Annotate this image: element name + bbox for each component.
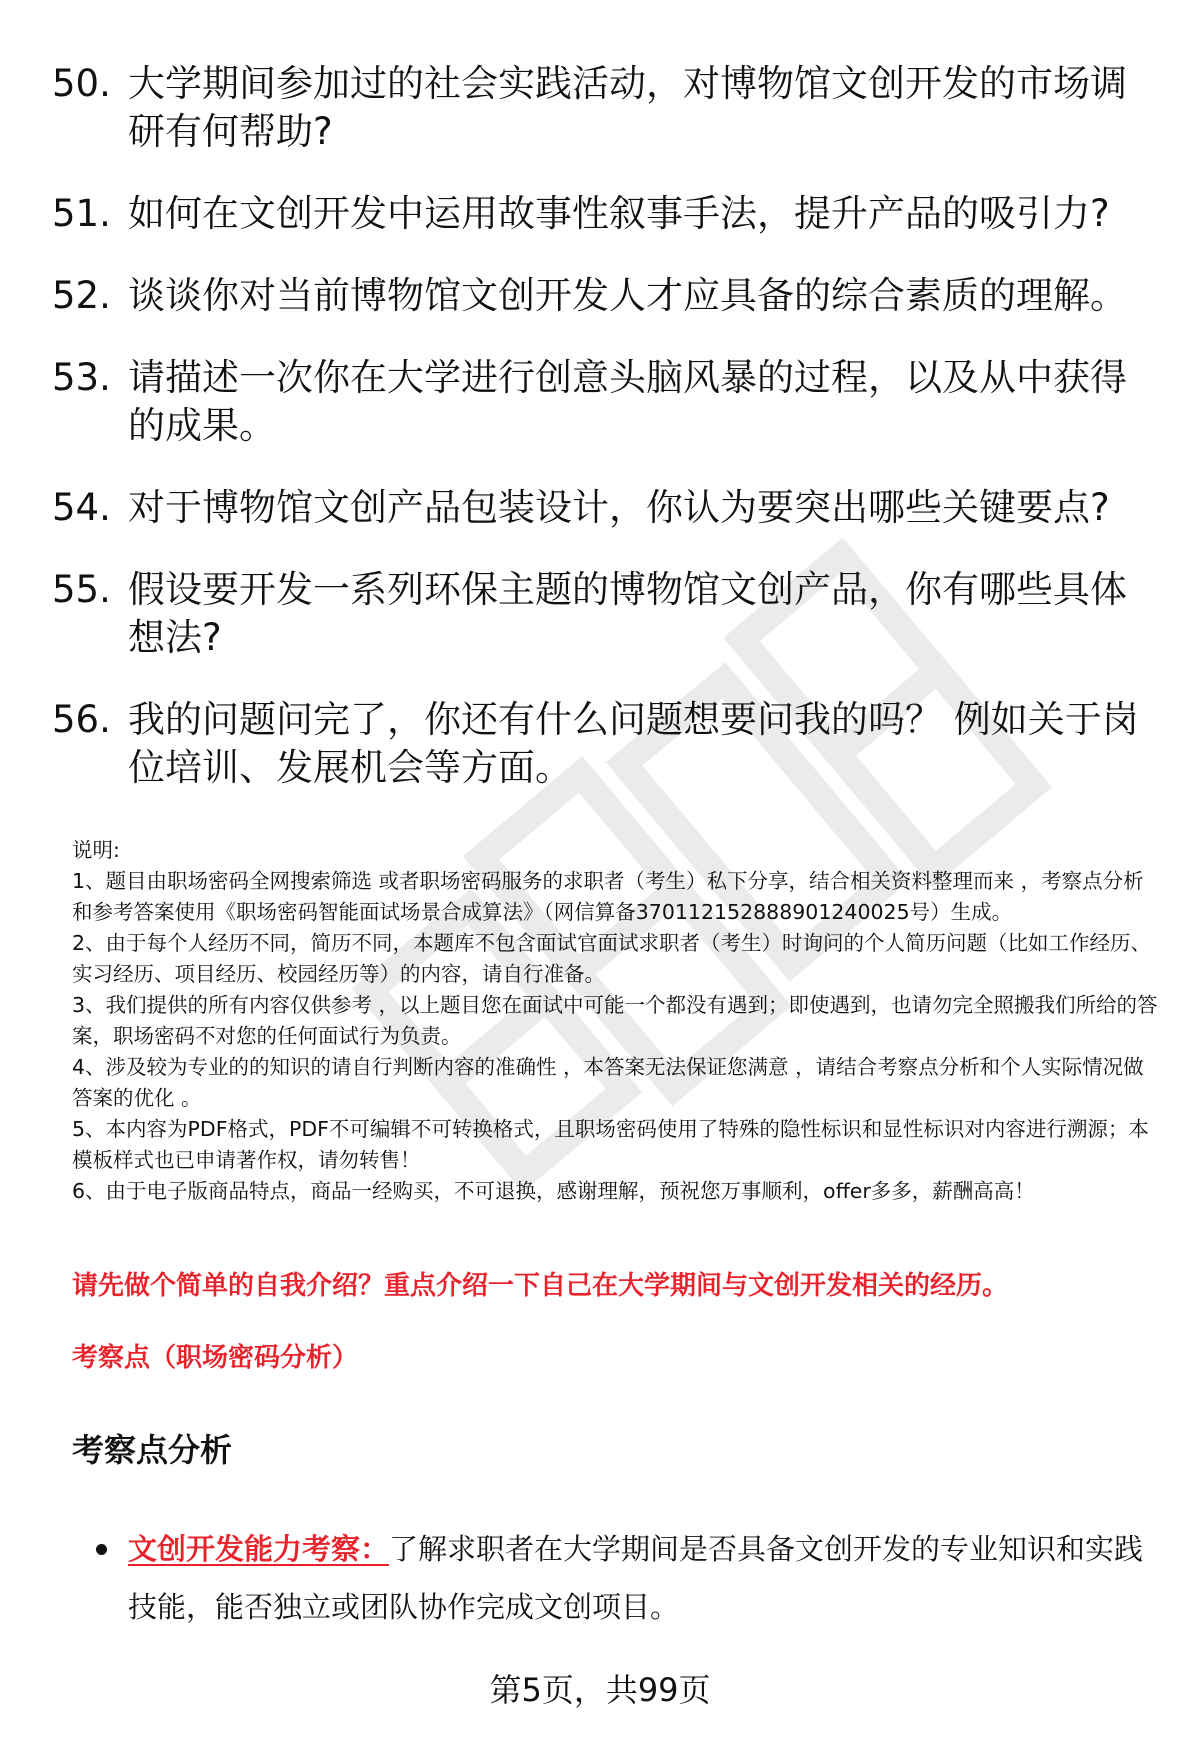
note-item: 6、由于电子版商品特点，商品一经购买，不可退换，感谢理解，预祝您万事顺利，offer多多，薪酬高高！ (72, 1179, 1035, 1203)
question-number: 51. (52, 192, 111, 235)
page-footer: 第5页，共99页 (489, 1671, 711, 1709)
analysis-subtitle: 考察点（职场密码分析） (72, 1343, 359, 1373)
question-item (52, 272, 1152, 320)
notes-title: 说明: (72, 838, 120, 862)
question-item (52, 190, 1152, 238)
question-text: 请描述一次你在大学进行创意头脑风暴的过程，以及从中获得的成果。 (128, 356, 1127, 447)
question-text: 如何在文创开发中运用故事性叙事手法，提升产品的吸引力? (128, 192, 1110, 235)
question-number: 53. (52, 356, 111, 399)
question-text: 对于博物馆文创产品包装设计，你认为要突出哪些关键要点? (128, 486, 1110, 529)
question-item (52, 354, 1152, 450)
section-title: 考察点分析 (72, 1431, 233, 1469)
note-item: 4、涉及较为专业的的知识的请自行判断内容的准确性 ，本答案无法保证您满意 ，请结合考察点分析和个人实际情况做答案的优化 。 (72, 1055, 1144, 1110)
question-text: 假设要开发一系列环保主题的博物馆文创产品，你有哪些具体想法? (128, 568, 1127, 659)
question-text: 谈谈你对当前博物馆文创开发人才应具备的综合素质的理解。 (128, 274, 1127, 317)
bullet-dot-icon (96, 1544, 107, 1555)
question-item (52, 696, 1152, 792)
question-number: 55. (52, 568, 111, 611)
question-item (52, 484, 1152, 532)
question-item (52, 60, 1152, 156)
note-item: 2、由于每个人经历不同，简历不同，本题库不包含面试官面试求职者（考生）时询问的个人简历问题（比如工作经历、实习经历、项目经历、校园经历等）的内容，请自行准备。 (72, 931, 1152, 986)
bullet-heading: 文创开发能力考察： (128, 1532, 390, 1566)
bullet-body (128, 1520, 1156, 1636)
highlighted-question: 请先做个简单的自我介绍？重点介绍一下自己在大学期间与文创开发相关的经历。 (72, 1271, 1009, 1301)
question-number: 54. (52, 486, 111, 529)
bullet-text: 了解求职者在大学期间是否具备文创开发的专业知识和实践技能，能否独立或团队协作完成文创项目。 (128, 1532, 1144, 1624)
question-text: 大学期间参加过的社会实践活动，对博物馆文创开发的市场调研有何帮助? (128, 62, 1127, 153)
note-item: 3、我们提供的所有内容仅供参考 ，以上题目您在面试中可能一个都没有遇到；即使遇到，也请勿完全照搬我们所给的答案，职场密码不对您的任何面试行为负责。 (72, 993, 1158, 1048)
question-list (52, 60, 1152, 826)
question-item (52, 566, 1152, 662)
question-number: 52. (52, 274, 111, 317)
note-item: 1、题目由职场密码全网搜索筛选 或者职场密码服务的求职者（考生）私下分享，结合相关资料整理而来 ，考察点分析和参考答案使用《职场密码智能面试场景合成算法》（网信算备370112152888901240025号）生成。 (72, 869, 1144, 924)
analysis-bullet (96, 1520, 1156, 1636)
notes-section (72, 835, 1162, 1207)
question-text: 我的问题问完了，你还有什么问题想要问我的吗？ 例如关于岗位培训、发展机会等方面。 (128, 698, 1139, 789)
note-item: 5、本内容为PDF格式，PDF不可编辑不可转换格式，且职场密码使用了特殊的隐性标识和显性标识对内容进行溯源；本模板样式也已申请著作权，请勿转售！ (72, 1117, 1149, 1172)
question-number: 50. (52, 62, 111, 105)
question-number: 56. (52, 698, 111, 741)
